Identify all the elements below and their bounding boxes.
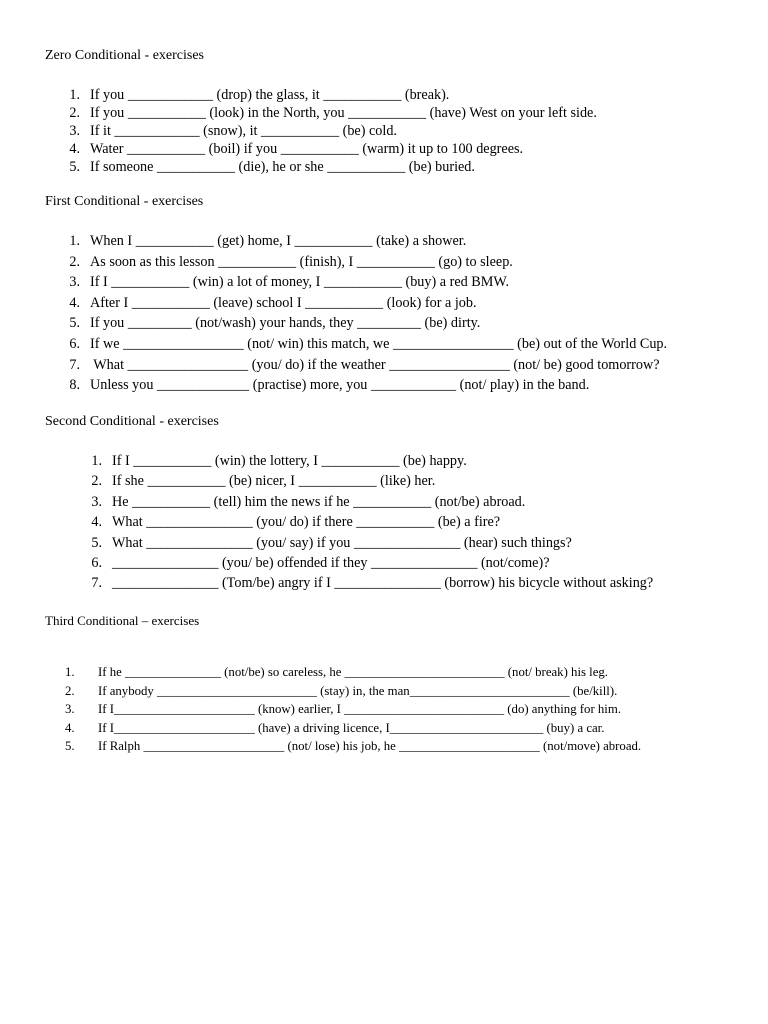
- list-item: [65, 682, 641, 701]
- item-number: 6.: [69, 335, 80, 352]
- list-item: [91, 553, 653, 573]
- list-item: [69, 272, 667, 293]
- item-number: 2.: [69, 105, 80, 121]
- first-conditional-heading: First Conditional - exercises: [45, 194, 204, 209]
- item-number: 2.: [91, 473, 102, 490]
- item-number: 3.: [69, 274, 80, 291]
- list-item: [69, 122, 597, 140]
- exercise-text: Unless you _____________ (practise) more, you ____________ (not/ play) in the band.: [90, 377, 590, 394]
- list-item: [69, 334, 668, 355]
- exercise-text: If someone ___________ (die), he or she ___________ (be) buried.: [90, 159, 475, 175]
- item-number: 1.: [65, 665, 75, 679]
- list-item: [91, 512, 653, 532]
- item-number: 4.: [69, 141, 80, 157]
- second-conditional-list: [91, 451, 654, 594]
- exercise-text: If she ___________ (be) nicer, I ___________ (like) her.: [112, 473, 436, 490]
- item-number: 3.: [69, 123, 80, 139]
- exercise-text: He ___________ (tell) him the news if he ___________ (not/be) abroad.: [112, 493, 526, 510]
- list-item: [65, 737, 642, 756]
- item-number: 6.: [91, 554, 102, 571]
- exercise-text: If Ralph ______________________ (not/ lose) his job, he ______________________ (not/move) abroad.: [98, 739, 642, 754]
- third-conditional-heading: Third Conditional – exercises: [45, 613, 200, 628]
- exercise-text: If I ___________ (win) the lottery, I ___________ (be) happy.: [112, 453, 467, 469]
- exercise-text: As soon as this lesson ___________ (finish), I ___________ (go) to sleep.: [90, 253, 513, 270]
- list-item: [69, 355, 667, 376]
- exercise-text: If he _______________ (not/be) so careless, he _________________________ (not/ break) his leg.: [98, 665, 609, 679]
- list-item: [69, 104, 597, 122]
- item-number: 2.: [65, 683, 75, 698]
- list-item: [69, 158, 597, 176]
- exercise-text: If you ___________ (look) in the North, you ___________ (have) West on your left side.: [90, 105, 597, 121]
- third-conditional-list: [65, 663, 642, 756]
- list-item: [69, 252, 667, 273]
- exercise-text: If I______________________ (have) a driving licence, I________________________ (buy) a car.: [98, 720, 605, 735]
- exercise-text: When I ___________ (get) home, I ___________ (take) a shower.: [90, 233, 467, 249]
- exercise-text: _______________ (you/ be) offended if they _______________ (not/come)?: [112, 554, 550, 571]
- exercise-text: What _______________ (you/ say) if you _______________ (hear) such things?: [112, 534, 572, 551]
- item-number: 1.: [91, 453, 102, 469]
- list-item: [65, 700, 641, 719]
- exercise-text: If you ____________ (drop) the glass, it ___________ (break).: [90, 87, 450, 103]
- zero-conditional-heading: Zero Conditional - exercises: [45, 48, 205, 63]
- list-item: [91, 573, 654, 593]
- list-item: [91, 471, 653, 491]
- list-item: [69, 86, 597, 104]
- exercise-text: If I______________________ (know) earlier, I _________________________ (do) anything for him.: [98, 702, 622, 717]
- item-number: 4.: [65, 720, 75, 735]
- item-number: 5.: [69, 315, 80, 332]
- first-conditional-list: [69, 231, 668, 396]
- list-item: [69, 313, 667, 334]
- item-number: 1.: [69, 233, 80, 249]
- item-number: 1.: [69, 87, 80, 103]
- list-item: [69, 231, 667, 252]
- zero-conditional-list: [69, 86, 597, 176]
- exercise-text: _______________ (Tom/be) angry if I _______________ (borrow) his bicycle without asking?: [112, 575, 654, 592]
- exercise-text: If you _________ (not/wash) your hands, they _________ (be) dirty.: [90, 315, 481, 332]
- item-number: 5.: [91, 534, 102, 551]
- exercise-text: If we _________________ (not/ win) this match, we _________________ (be) out of the World Cup.: [90, 335, 668, 352]
- item-number: 2.: [69, 253, 80, 270]
- exercise-text: If anybody _________________________ (stay) in, the man_________________________ (be/kill).: [98, 683, 618, 698]
- list-item: [91, 533, 653, 553]
- exercise-text: What _______________ (you/ do) if there ___________ (be) a fire?: [112, 514, 501, 531]
- exercise-text: What _________________ (you/ do) if the weather _________________ (not/ be) good tomorrow?: [90, 356, 660, 373]
- list-item: [69, 375, 667, 396]
- list-item: [65, 663, 641, 682]
- list-item: [69, 140, 597, 158]
- exercise-text: If it ____________ (snow), it ___________ (be) cold.: [90, 123, 397, 139]
- item-number: 5.: [65, 739, 75, 754]
- item-number: 3.: [91, 493, 102, 510]
- list-item: [69, 293, 667, 314]
- item-number: 4.: [69, 294, 80, 311]
- item-number: 7.: [91, 575, 102, 592]
- list-item: [65, 719, 641, 738]
- item-number: 3.: [65, 702, 75, 717]
- list-item: [91, 451, 653, 471]
- item-number: 5.: [69, 159, 80, 175]
- exercise-text: If I ___________ (win) a lot of money, I ___________ (buy) a red BMW.: [90, 274, 509, 291]
- second-conditional-heading: Second Conditional - exercises: [45, 414, 219, 429]
- item-number: 4.: [91, 514, 102, 531]
- exercise-text: Water ___________ (boil) if you ___________ (warm) it up to 100 degrees.: [90, 141, 524, 157]
- item-number: 8.: [69, 377, 80, 394]
- item-number: 7.: [69, 356, 80, 373]
- list-item: [91, 492, 653, 512]
- exercise-text: After I ___________ (leave) school I ___________ (look) for a job.: [90, 294, 477, 311]
